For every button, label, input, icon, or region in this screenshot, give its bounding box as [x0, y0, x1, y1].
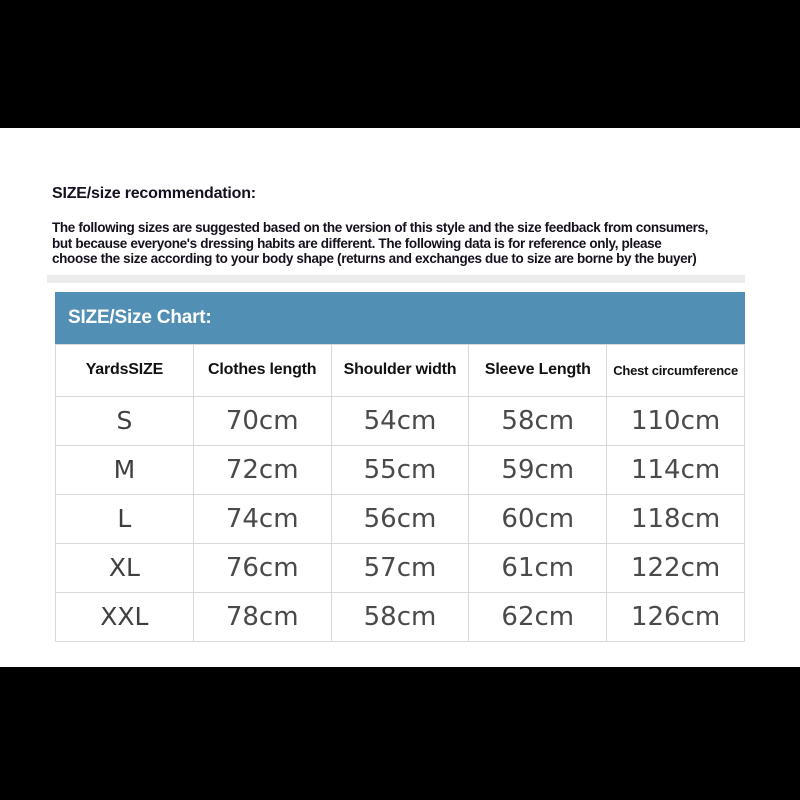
measurement-cell: 76cm	[193, 543, 331, 592]
letterbox-top	[0, 0, 800, 128]
table-row	[56, 494, 745, 543]
measurement-cell: 58cm	[469, 396, 607, 445]
column-header: YardsSIZE	[56, 344, 194, 396]
size-label-cell: XL	[56, 543, 194, 592]
table-row	[56, 543, 745, 592]
column-header: Shoulder width	[331, 344, 469, 396]
measurement-cell: 72cm	[193, 445, 331, 494]
disclaimer-line: choose the size according to your body shape (returns and exchanges due to size are borne by the buyer)	[52, 251, 697, 266]
measurement-cell: 122cm	[607, 543, 745, 592]
size-label-cell: S	[56, 396, 194, 445]
column-header: Clothes length	[193, 344, 331, 396]
table-row	[56, 396, 745, 445]
measurement-cell: 58cm	[331, 592, 469, 641]
highlight-artifact-band	[47, 275, 745, 283]
measurement-cell: 118cm	[607, 494, 745, 543]
column-header: Sleeve Length	[469, 344, 607, 396]
size-chart-title: SIZE/Size Chart:	[55, 292, 745, 344]
section-heading: SIZE/size recommendation:	[52, 185, 256, 202]
disclaimer-line: The following sizes are suggested based on the version of this style and the size feedback from consumers,	[52, 220, 709, 235]
table-row	[56, 592, 745, 641]
measurement-cell: 110cm	[607, 396, 745, 445]
disclaimer-line: but because everyone's dressing habits are different. The following data is for reference only, please	[52, 235, 662, 251]
column-header: Chest circumference	[607, 344, 745, 396]
size-info-section	[0, 128, 800, 667]
measurement-cell: 114cm	[607, 445, 745, 494]
measurement-cell: 78cm	[193, 592, 331, 641]
size-table-body	[56, 396, 745, 641]
measurement-cell: 54cm	[331, 396, 469, 445]
measurement-cell: 62cm	[469, 592, 607, 641]
size-label-cell: L	[56, 494, 194, 543]
measurement-cell: 55cm	[331, 445, 469, 494]
size-label-cell: M	[56, 445, 194, 494]
size-label-cell: XXL	[56, 592, 194, 641]
measurement-cell: 57cm	[331, 543, 469, 592]
measurement-cell: 126cm	[607, 592, 745, 641]
measurement-cell: 59cm	[469, 445, 607, 494]
measurement-cell: 70cm	[193, 396, 331, 445]
table-row	[56, 445, 745, 494]
measurement-cell: 61cm	[469, 543, 607, 592]
header-row	[56, 344, 745, 396]
size-chart	[55, 292, 745, 642]
measurement-cell: 60cm	[469, 494, 607, 543]
size-table	[55, 344, 745, 642]
size-disclaimer	[52, 220, 752, 267]
measurement-cell: 74cm	[193, 494, 331, 543]
size-table-head	[56, 344, 745, 396]
measurement-cell: 56cm	[331, 494, 469, 543]
letterbox-bottom	[0, 667, 800, 800]
